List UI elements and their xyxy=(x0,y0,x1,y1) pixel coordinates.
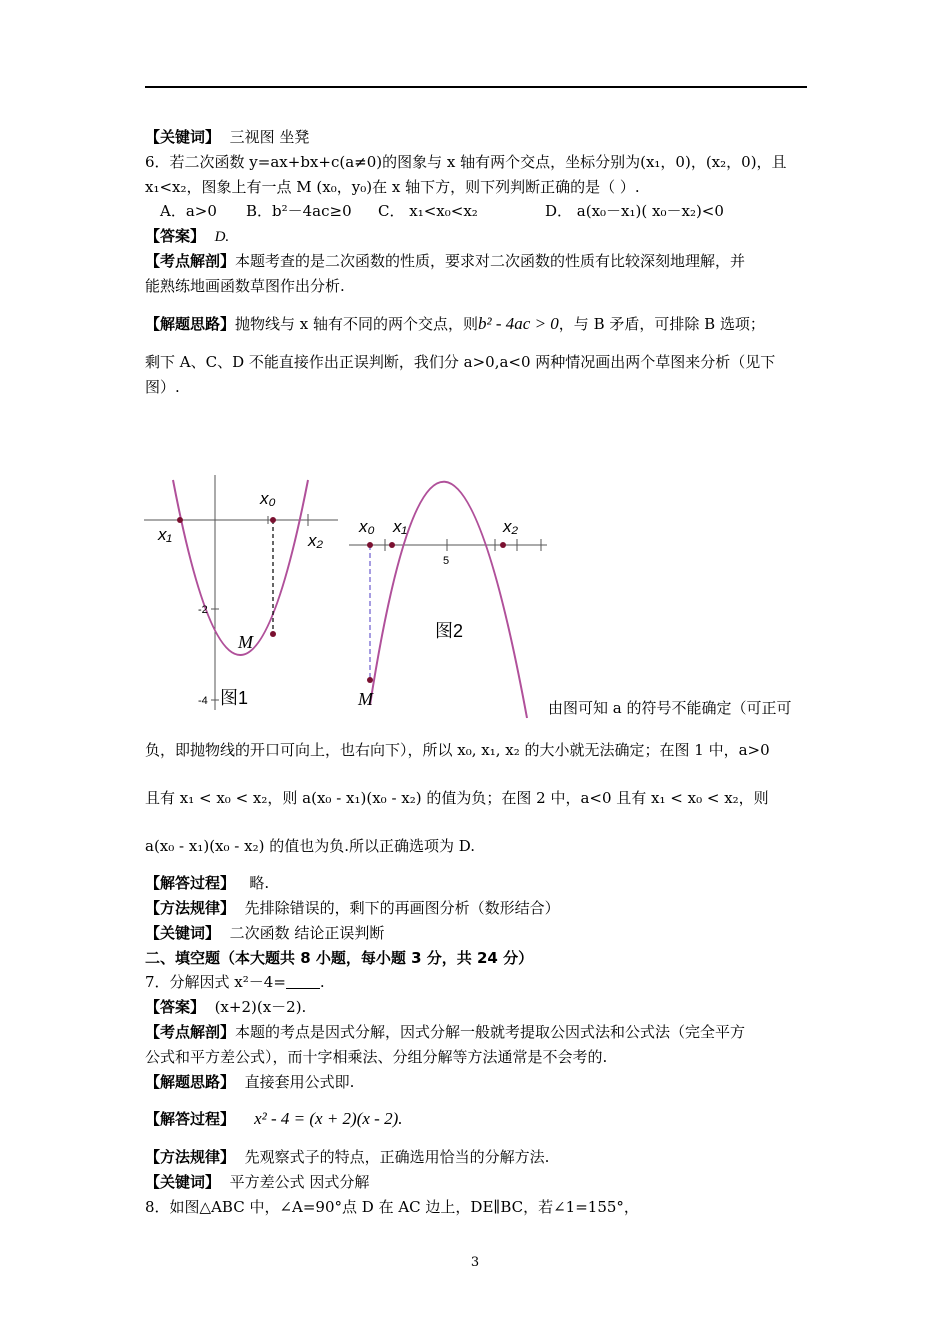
q8-stem: 8．如图△ABC 中，∠A=90°点 D 在 AC 边上，DE∥BC，若∠1=155°， xyxy=(145,1198,639,1216)
q7-analysis-line2: 公式和平方差公式），而十字相乘法、分组分解等方法通常是不会考的. xyxy=(145,1048,608,1066)
q6-stem-line2: x₁<x₂，图象上有一点 M (x₀，y₀)在 x 轴下方，则下列判断正确的是（ ）. xyxy=(145,178,640,196)
q5-keywords: 【关键词】 三视图 坐凳 xyxy=(145,128,310,146)
fig1-label-x0: x₀ xyxy=(260,489,276,508)
fig2-label-M: M xyxy=(358,689,373,709)
q6-idea: 【解题思路】抛物线与 x 轴有不同的两个交点，则b² - 4ac > 0，与 B 矛盾，可排除 B 选项； xyxy=(145,314,765,333)
fig1-label-x2: x₂ xyxy=(308,531,323,550)
fig2-tick-label-5: 5 xyxy=(443,555,450,567)
fig2-point-M xyxy=(367,677,373,683)
q7-answer-blank xyxy=(286,974,320,989)
fig1-parabola xyxy=(173,480,308,655)
fig1-point-x0 xyxy=(270,517,276,523)
q6-answer: 【答案】 D. xyxy=(145,227,230,245)
q6-idea-line2: 剩下 A、C、D 不能直接作出正误判断，我们分 a>0,a<0 两种情况画出两个草图来分析（见下 xyxy=(145,353,776,371)
q7-keywords: 【关键词】 平方差公式 因式分解 xyxy=(145,1173,370,1191)
q7-method: 【方法规律】 先观察式子的特点，正确选用恰当的分解方法. xyxy=(145,1148,550,1166)
q6-process: 【解答过程】 略. xyxy=(145,874,270,892)
header-rule xyxy=(145,86,807,88)
q6-idea-line3: 图）. xyxy=(145,378,180,396)
fig2-label-x1: x₁ xyxy=(393,517,407,536)
fig2-point-x2 xyxy=(500,542,506,548)
fig2-point-x0 xyxy=(367,542,373,548)
figure-2 xyxy=(345,400,555,720)
q7-idea: 【解题思路】 直接套用公式即. xyxy=(145,1073,355,1091)
q6-line-b: 且有 x₁ < x₀ < x₂，则 a(x₀ - x₁)(x₀ - x₂) 的值为负；在图 2 中，a<0 且有 x₁ < x₀ < x₂，则 xyxy=(145,789,769,807)
fig2-label-x0: x₀ xyxy=(359,517,375,536)
fig2-label-x2: x₂ xyxy=(503,517,518,536)
q6-line-a: 负，即抛物线的开口可向上，也右向下），所以 x₀, x₁, x₂ 的大小就无法确定；在图 1 中，a>0 xyxy=(145,741,770,759)
fig1-point-M xyxy=(270,631,276,637)
section-2-heading: 二、填空题（本大题共 8 小题，每小题 3 分，共 24 分） xyxy=(145,949,534,967)
q7-stem: 7．分解因式 x²－4= . xyxy=(145,973,325,991)
figure-1 xyxy=(140,470,340,720)
fig1-point-x1 xyxy=(177,517,183,523)
q6-option-d: D． a(x₀－x₁)( x₀－x₂)<0 xyxy=(545,202,724,220)
q6-stem-line1: 6．若二次函数 y=ax+bx+c(a≠0)的图象与 x 轴有两个交点，坐标分别为(x₁，0)，(x₂，0)，且 xyxy=(145,153,787,171)
q6-analysis-line2: 能熟练地画函数草图作出分析. xyxy=(145,277,345,295)
fig1-tick-label-m4: -4 xyxy=(198,695,208,707)
fig2-point-x1 xyxy=(389,542,395,548)
fig1-caption: 图1 xyxy=(220,688,249,708)
q6-analysis: 【考点解剖】本题考查的是二次函数的性质，要求对二次函数的性质有比较深刻地理解，并 xyxy=(145,252,746,270)
q6-option-c: C． x₁<x₀<x₂ xyxy=(378,202,478,220)
q7-answer: 【答案】 (x+2)(x－2). xyxy=(145,998,307,1016)
q6-after-figure: 由图可知 a 的符号不能确定（可正可 xyxy=(548,699,792,717)
fig1-label-x1: x₁ xyxy=(158,525,172,544)
q6-line-c: a(x₀ - x₁)(x₀ - x₂) 的值也为负.所以正确选项为 D. xyxy=(145,837,476,855)
q6-option-a: A．a>0 xyxy=(160,202,217,220)
fig1-tick-label-m2: -2 xyxy=(198,604,208,616)
q7-analysis: 【考点解剖】本题的考点是因式分解，因式分解一般就考提取公因式法和公式法（完全平方 xyxy=(145,1023,746,1041)
q6-method: 【方法规律】 先排除错误的，剩下的再画图分析（数形结合） xyxy=(145,899,560,917)
fig1-label-M: M xyxy=(238,632,253,652)
page-number: 3 xyxy=(470,1255,480,1270)
q6-keywords: 【关键词】 二次函数 结论正误判断 xyxy=(145,924,385,942)
q6-option-b: B．b²－4ac≥0 xyxy=(246,202,352,220)
q7-process: 【解答过程】 x² - 4 = (x + 2)(x - 2). xyxy=(145,1109,403,1128)
fig2-caption: 图2 xyxy=(435,621,464,641)
